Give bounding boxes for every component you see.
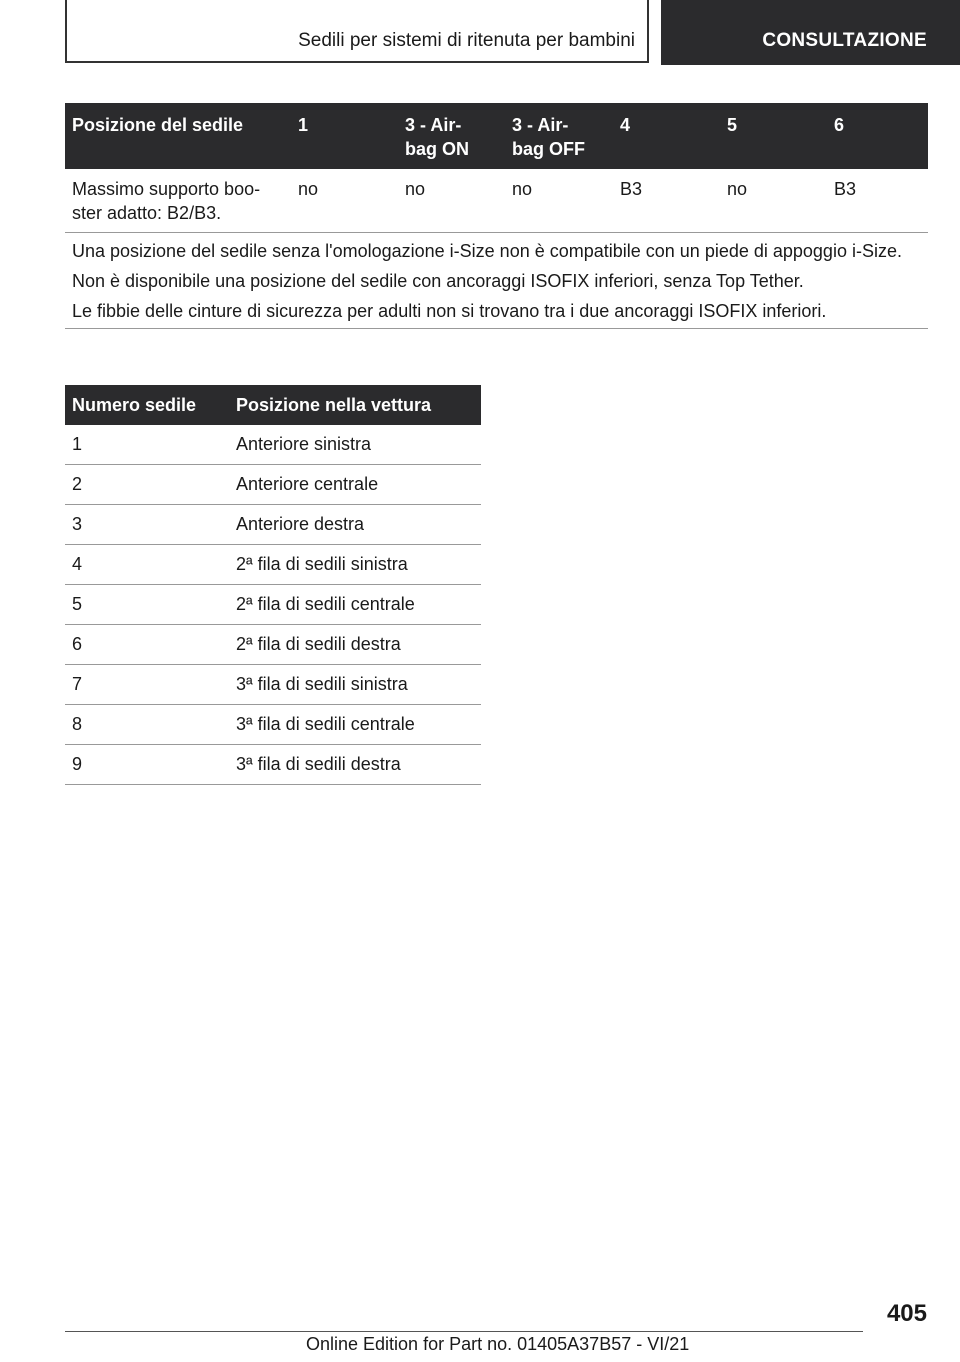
note-isize: Una posizione del sedile senza l'omologazione i-Size non è compatibile con un piede di appoggio i-Size.: [72, 241, 902, 261]
table-row: [65, 585, 481, 625]
note-buckles: Le fibbie delle cinture di sicurezza per adulti non si trovano tra i due ancoraggi ISOFIX inferiori.: [72, 301, 827, 321]
table-cell: B3: [827, 169, 928, 233]
seat-number: 4: [65, 545, 229, 585]
col-seat-position: Posizione del sedile: [65, 103, 291, 169]
seat-location: Anteriore centrale: [229, 465, 481, 505]
chapter-title: CONSULTAZIONE: [762, 30, 927, 51]
table-row: [65, 545, 481, 585]
col-seat-1: 1: [291, 103, 398, 169]
seat-location: 3ª fila di sedili sinistra: [229, 665, 481, 705]
row-label: Massimo supporto boo- ster adatto: B2/B3.: [65, 169, 291, 233]
table-cell: B3: [613, 169, 720, 233]
seat-location: 3ª fila di sedili centrale: [229, 705, 481, 745]
seat-number: 7: [65, 665, 229, 705]
col-seat-number: Numero sedile: [65, 385, 229, 425]
seat-number: 1: [65, 425, 229, 465]
seat-location: Anteriore destra: [229, 505, 481, 545]
page-number: 405: [886, 1300, 927, 1327]
col-seat-6: 6: [827, 103, 928, 169]
table-row: [65, 705, 481, 745]
footer-divider: [65, 1331, 863, 1332]
table-header-row: [65, 385, 481, 425]
col-seat-5: 5: [720, 103, 827, 169]
table-row: [65, 169, 928, 233]
seat-location: 3ª fila di sedili destra: [229, 745, 481, 785]
seat-position-table: [65, 385, 481, 785]
table-row: [65, 625, 481, 665]
seat-location: Anteriore sinistra: [229, 425, 481, 465]
note-isofix: Non è disponibile una posizione del sedile con ancoraggi ISOFIX inferiori, senza Top Tether.: [72, 271, 804, 291]
notes-cell: [65, 233, 928, 329]
header-chapter-tab: [661, 0, 960, 65]
table-row: [65, 425, 481, 465]
seat-number: 6: [65, 625, 229, 665]
table-cell: no: [291, 169, 398, 233]
seat-number: 9: [65, 745, 229, 785]
col-vehicle-position: Posizione nella vettura: [229, 385, 481, 425]
seat-compatibility-table: [65, 103, 928, 329]
table-cell: no: [505, 169, 613, 233]
table-cell: no: [398, 169, 505, 233]
seat-location: 2ª fila di sedili centrale: [229, 585, 481, 625]
table-row: [65, 465, 481, 505]
table-notes-row: [65, 233, 928, 329]
table-row: [65, 505, 481, 545]
table-row: [65, 665, 481, 705]
table-row: [65, 745, 481, 785]
seat-location: 2ª fila di sedili sinistra: [229, 545, 481, 585]
seat-number: 5: [65, 585, 229, 625]
edition-note: Online Edition for Part no. 01405A37B57 - VI/21: [306, 1334, 690, 1354]
seat-number: 3: [65, 505, 229, 545]
col-seat-3-airbag-on: 3 - Air- bag ON: [398, 103, 505, 169]
table-header-row: [65, 103, 928, 169]
seat-number: 8: [65, 705, 229, 745]
col-seat-4: 4: [613, 103, 720, 169]
seat-location: 2ª fila di sedili destra: [229, 625, 481, 665]
section-title: Sedili per sistemi di ritenuta per bambini: [298, 30, 635, 51]
col-seat-3-airbag-off: 3 - Air- bag OFF: [505, 103, 613, 169]
table-cell: no: [720, 169, 827, 233]
header-section-box: [65, 0, 649, 63]
seat-number: 2: [65, 465, 229, 505]
